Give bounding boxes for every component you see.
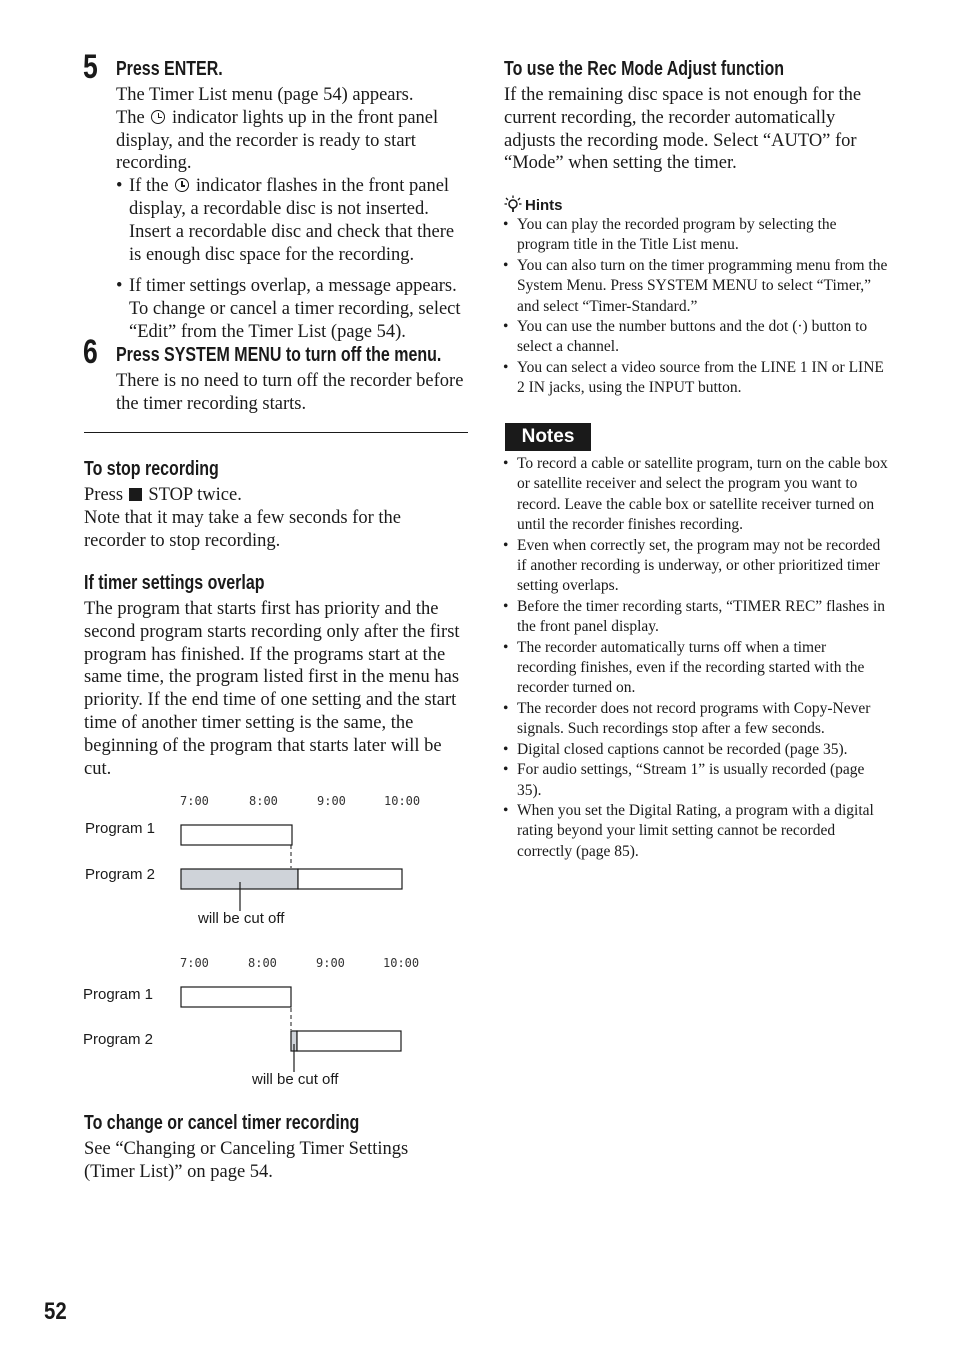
hint-item: • You can play the recorded program by selecting the program title in the Title List menu.: [503, 215, 889, 256]
tick-9: 9:00: [317, 794, 346, 808]
step-5-text-a: The: [116, 107, 145, 128]
tick-8: 8:00: [249, 794, 278, 808]
stop-recording-heading: To stop recording: [84, 458, 219, 480]
stop-recording-body: [84, 484, 468, 552]
hint-item: • You can use the number buttons and the dot (·) button to select a channel.: [503, 317, 889, 358]
rec-mode-heading: To use the Rec Mode Adjust function: [504, 58, 784, 80]
step-5-bullet-1: [116, 175, 468, 266]
overlap-text: The program that starts first has priority and the second program starts recording only after the first program has finished. If the programs start at the same time, the program listed first in the menu has priority. If the end time of one setting and the start time of another timer setting is the same, the beginning of the program that starts later will be cut.: [84, 599, 460, 779]
tick-10: 10:00: [383, 956, 420, 970]
program-1-label: Program 1: [83, 986, 154, 1003]
tick-9: 9:00: [316, 956, 345, 970]
tick-7: 7:00: [180, 956, 209, 970]
program-2-bar: [297, 1031, 401, 1051]
step-5-line-1: The Timer List menu (page 54) appears.: [116, 85, 414, 105]
stop-twice-text: STOP twice.: [148, 485, 242, 505]
hint-item: • You can also turn on the timer programming menu from the System Menu. Press SYSTEM MENU to select “Timer,” and select “Timer-Standard.”: [503, 256, 889, 317]
timer-clock-icon: [151, 110, 165, 124]
note-item: • Even when correctly set, the program may not be recorded if another recording is underway, or other prioritized timer setting overlaps.: [503, 536, 889, 597]
overlap-diagram-2: [80, 952, 460, 1097]
hints-label: Hints: [525, 197, 563, 214]
page-number: 52: [44, 1298, 67, 1325]
section-divider: [84, 432, 468, 433]
lightbulb-icon: [504, 195, 522, 213]
note-item: • Digital closed captions cannot be recorded (page 35).: [503, 740, 889, 760]
step-5-text-b: indicator lights up in the front panel display, and the recorder is ready to start recording.: [116, 107, 439, 174]
cut-off-caption: will be cut off: [198, 910, 285, 927]
change-cancel-heading: To change or cancel timer recording: [84, 1112, 360, 1134]
bullet-1-text-a: If the: [129, 176, 169, 197]
overlap-heading: If timer settings overlap: [84, 572, 265, 594]
step-6-number: 6: [83, 333, 98, 371]
bullet-1-text-b: indicator flashes in the front panel display, a recordable disc is not inserted. Insert a recordable disc and check that there is enough disc space for the recording.: [129, 176, 455, 265]
overlap-diagram-1: [80, 790, 460, 940]
note-item: • The recorder automatically turns off when a timer recording finishes, even if the recording started with the recorder turned on.: [503, 638, 889, 699]
tick-8: 8:00: [248, 956, 277, 970]
stop-recording-note: Note that it may take a few seconds for the recorder to stop recording.: [84, 507, 401, 551]
program-2-label: Program 2: [85, 866, 156, 883]
rec-mode-text: If the remaining disc space is not enough for the current recording, the recorder automatically adjusts the recording mode. Select “AUTO” for “Mode” when setting the timer.: [504, 85, 862, 174]
step-5-heading: Press ENTER.: [116, 58, 223, 80]
tick-10: 10:00: [384, 794, 421, 808]
note-item: • For audio settings, “Stream 1” is usually recorded (page 35).: [503, 760, 889, 801]
program-1-bar: [181, 825, 292, 845]
step-6-heading: Press SYSTEM MENU to turn off the menu.: [116, 344, 442, 366]
program-1-bar: [181, 987, 291, 1007]
step-6-text: There is no need to turn off the recorder before the timer recording starts.: [116, 371, 464, 414]
note-item: • Before the timer recording starts, “TIMER REC” flashes in the front panel display.: [503, 597, 889, 638]
program-2-label: Program 2: [83, 1031, 154, 1048]
tick-7: 7:00: [180, 794, 209, 808]
notes-list: [503, 454, 889, 862]
note-item: • To record a cable or satellite program, turn on the cable box or satellite receiver and select the program you want to record. Leave the cable box or satellite receiver turned on until the recorder finishes recording.: [503, 454, 889, 536]
timer-clock-icon: [175, 178, 189, 192]
step-5-body: [116, 84, 468, 344]
program-2-bar: [298, 869, 402, 889]
hint-item: • You can select a video source from the LINE 1 IN or LINE 2 IN jacks, using the INPUT button.: [503, 358, 889, 399]
step-5-number: 5: [83, 48, 98, 86]
hints-list: [503, 215, 889, 399]
change-cancel-text: See “Changing or Canceling Timer Settings (Timer List)” on page 54.: [84, 1139, 409, 1182]
hints-heading: [504, 195, 563, 214]
notes-badge: Notes: [505, 423, 591, 451]
step-5-bullet-2: • If timer settings overlap, a message appears. To change or cancel a timer recording, select “Edit” from the Timer List (page 54).: [116, 275, 468, 343]
stop-recording-line: [84, 484, 468, 507]
note-item: • When you set the Digital Rating, a program with a digital rating beyond your limit setting cannot be recorded correctly (page 85).: [503, 801, 889, 862]
cut-off-caption: will be cut off: [252, 1071, 339, 1088]
program-1-label: Program 1: [85, 820, 156, 837]
note-item: • The recorder does not record programs with Copy-Never signals. Such recordings stop after a few seconds.: [503, 699, 889, 740]
step-5-paragraph: [116, 107, 468, 175]
stop-square-icon: [129, 488, 142, 501]
press-text: Press: [84, 485, 124, 505]
